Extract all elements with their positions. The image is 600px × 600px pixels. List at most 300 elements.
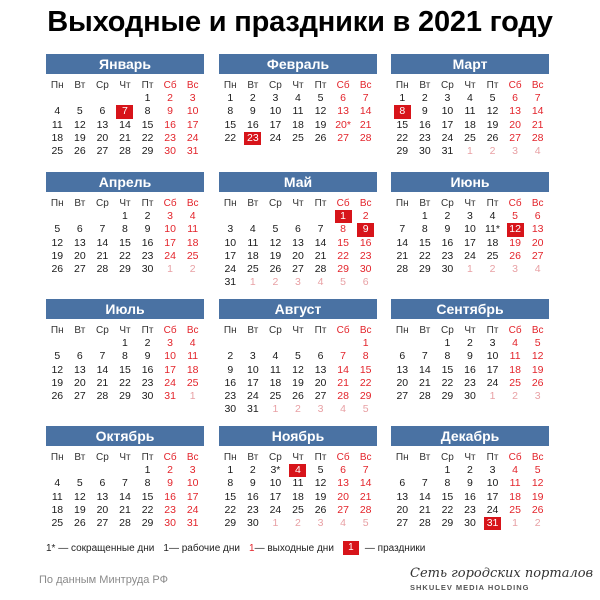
day-cell: 20 [292, 249, 304, 262]
day-cell: 15 [119, 363, 131, 376]
day-cell: 25 [51, 144, 64, 157]
day-cell: 17 [269, 490, 282, 503]
legend-shortened: 1* — сокращенные дни [46, 542, 155, 554]
day-cell: 14 [119, 118, 131, 131]
weekday-label: Ср [269, 325, 282, 336]
day-cell: 7 [534, 92, 541, 105]
day-cell: 9 [249, 105, 256, 118]
month-days [391, 451, 549, 530]
month-header: Декабрь [391, 426, 549, 446]
holiday-day: 12 [507, 223, 524, 236]
month-header: Август [219, 299, 377, 319]
day-cell: 6 [99, 477, 106, 490]
weekday-label: Вс [186, 452, 199, 463]
day-cell: 13 [314, 363, 327, 376]
empty-cell [242, 210, 265, 223]
day-cell: 15 [419, 236, 431, 249]
empty-cell [287, 337, 310, 350]
day-cell: 26 [51, 389, 64, 402]
day-cell: 12 [314, 477, 327, 490]
day-cell: 16 [441, 236, 454, 249]
weekday-label: Ср [441, 80, 454, 91]
day-cell: 8 [122, 223, 128, 236]
day-cell: 6 [399, 477, 406, 490]
day-cell: 16 [419, 118, 431, 131]
day-cell: 18 [464, 118, 476, 131]
day-cell: 17 [247, 376, 259, 389]
day-cell: 4 [189, 210, 196, 223]
day-cell: 4 [54, 105, 61, 118]
day-cell: 21 [119, 503, 131, 516]
day-cell: 11 [509, 477, 521, 490]
day-cell: 9 [249, 477, 256, 490]
day-cell: 3 [167, 337, 174, 350]
day-cell: 30 [224, 403, 237, 416]
day-cell: 1 [144, 92, 151, 105]
day-cell: 12 [531, 477, 544, 490]
day-cell: 24 [486, 503, 499, 516]
legend-off: 1 — выходные дни [249, 542, 334, 554]
day-cell: 1 [444, 337, 451, 350]
empty-cell [46, 210, 69, 223]
day-cell: 22 [359, 376, 372, 389]
weekday-label: Чт [292, 198, 304, 209]
day-cell: 25 [509, 376, 521, 389]
next-month-day: 3 [295, 276, 301, 289]
day-cell: 12 [74, 490, 86, 503]
weekday-label: Сб [336, 325, 350, 336]
day-cell: 5 [54, 350, 61, 363]
day-cell: 30 [164, 516, 176, 529]
day-cell: 31 [247, 403, 259, 416]
day-cell: 17 [269, 118, 282, 131]
day-cell: 11 [269, 363, 281, 376]
day-cell: 19 [486, 118, 499, 131]
day-cell: 27 [337, 503, 349, 516]
empty-cell [46, 337, 69, 350]
empty-cell [69, 464, 92, 477]
holiday-day: 23 [244, 132, 261, 145]
day-cell: 2 [249, 464, 256, 477]
day-cell: 16 [164, 490, 176, 503]
day-cell: 24 [441, 131, 454, 144]
weekday-label: Чт [464, 452, 476, 463]
weekday-label: Чт [464, 198, 476, 209]
day-cell: 10 [464, 223, 476, 236]
day-cell: 25 [186, 249, 199, 262]
month-header: Ноябрь [219, 426, 377, 446]
weekday-label: Пт [141, 452, 154, 463]
weekday-label: Сб [336, 198, 350, 209]
day-cell: 10 [186, 105, 199, 118]
day-cell: 12 [51, 363, 64, 376]
day-cell: 26 [74, 516, 86, 529]
holiday-day: 8 [394, 105, 411, 118]
day-cell: 1 [227, 464, 234, 477]
day-cell: 22 [224, 503, 237, 516]
day-cell: 9 [144, 223, 151, 236]
day-cell: 15 [224, 490, 237, 503]
day-cell: 30 [441, 262, 454, 275]
day-cell: 2 [467, 464, 473, 477]
empty-cell [264, 210, 287, 223]
day-cell: 1 [444, 464, 451, 477]
weekday-label: Сб [508, 80, 522, 91]
day-cell: 18 [509, 490, 521, 503]
weekday-label: Ср [96, 452, 109, 463]
day-cell: 19 [74, 131, 86, 144]
day-cell: 14 [96, 236, 109, 249]
day-cell: 21 [396, 249, 409, 262]
day-cell: 2 [167, 92, 174, 105]
month-header: Апрель [46, 172, 204, 192]
day-cell: 12 [531, 350, 544, 363]
day-cell: 13 [337, 477, 349, 490]
empty-cell [69, 337, 92, 350]
day-cell: 10 [164, 350, 176, 363]
day-cell: 22 [141, 131, 154, 144]
day-cell: 13 [396, 490, 409, 503]
month-5 [219, 172, 377, 289]
day-cell: 22 [337, 249, 349, 262]
day-cell: 27 [96, 144, 109, 157]
month-header: Сентябрь [391, 299, 549, 319]
day-cell: 8 [421, 223, 428, 236]
day-cell: 23 [419, 131, 431, 144]
day-cell: 7 [362, 92, 369, 105]
day-cell [332, 210, 355, 223]
day-cell: 18 [51, 131, 64, 144]
month-days [46, 451, 204, 530]
day-cell: 3 [272, 92, 279, 105]
day-cell: 13 [531, 223, 544, 236]
day-cell: 10 [164, 223, 176, 236]
day-cell: 6 [534, 210, 541, 223]
day-cell: 7 [399, 223, 406, 236]
day-cell: 16 [141, 363, 154, 376]
day-cell: 20 [509, 118, 521, 131]
weekday-label: Вт [247, 80, 259, 91]
weekday-label: Вс [359, 325, 372, 336]
day-cell: 24 [486, 376, 499, 389]
day-cell: 19 [292, 376, 304, 389]
holiday-day: 9 [357, 223, 374, 236]
weekday-label: Пт [141, 325, 154, 336]
holiday-day: 4 [289, 464, 306, 477]
day-cell: 8 [362, 350, 369, 363]
month-4 [46, 172, 204, 276]
month-10 [46, 426, 204, 530]
day-cell: 28 [96, 262, 109, 275]
day-cell: 27 [96, 516, 109, 529]
day-cell: 23 [247, 503, 259, 516]
day-cell: 4 [189, 337, 196, 350]
weekday-label: Чт [119, 198, 131, 209]
empty-cell [264, 337, 287, 350]
weekday-label: Пт [314, 80, 327, 91]
weekday-label: Чт [292, 452, 304, 463]
day-cell: 19 [74, 503, 86, 516]
day-cell: 14 [359, 477, 372, 490]
weekday-label: Пн [395, 325, 409, 336]
day-cell: 5 [272, 223, 279, 236]
empty-cell [91, 464, 114, 477]
day-cell: 25 [292, 503, 304, 516]
day-cell: 5 [317, 464, 324, 477]
day-cell: 14 [531, 105, 544, 118]
next-month-day: 2 [489, 262, 496, 275]
day-cell: 24 [247, 389, 259, 402]
day-cell: 29 [119, 389, 131, 402]
weekday-label: Пн [50, 452, 64, 463]
day-cell: 7 [421, 350, 428, 363]
day-cell: 18 [51, 503, 64, 516]
day-cell: 12 [292, 363, 304, 376]
day-cell: 29 [119, 262, 131, 275]
day-cell: 21 [96, 249, 109, 262]
day-cell: 4 [512, 337, 519, 350]
weekday-label: Пн [50, 198, 64, 209]
day-cell: 26 [314, 503, 327, 516]
day-cell: 8 [340, 223, 347, 236]
day-cell: 3 [189, 464, 196, 477]
weekday-label: Пт [314, 325, 327, 336]
day-cell [391, 105, 414, 118]
day-cell: 20 [396, 503, 409, 516]
day-cell: 6 [76, 350, 83, 363]
day-cell: 5 [295, 350, 301, 363]
day-cell: 9 [467, 477, 473, 490]
holiday-day: 1 [335, 210, 352, 223]
day-cell: 2 [227, 350, 234, 363]
next-month-day: 5 [362, 403, 369, 416]
weekday-label: Чт [292, 325, 304, 336]
day-cell: 26 [269, 262, 282, 275]
day-cell: 29 [441, 389, 454, 402]
day-cell: 4 [467, 92, 473, 105]
month-2 [219, 54, 377, 145]
weekday-label: Вт [74, 198, 86, 209]
day-cell: 21 [314, 249, 327, 262]
day-cell: 26 [531, 376, 544, 389]
weekday-label: Ср [441, 452, 454, 463]
day-cell: 28 [314, 262, 327, 275]
weekday-label: Сб [336, 452, 350, 463]
day-cell: 29 [337, 262, 349, 275]
empty-cell [91, 337, 114, 350]
weekday-label: Пт [314, 452, 327, 463]
day-cell: 10 [441, 105, 454, 118]
month-days [46, 197, 204, 276]
holiday-day: 7 [116, 105, 133, 118]
day-cell: 18 [247, 249, 259, 262]
day-cell: 24 [164, 376, 176, 389]
empty-cell [391, 210, 414, 223]
day-cell: 22 [396, 131, 409, 144]
weekday-label: Чт [464, 325, 476, 336]
day-cell: 22 [441, 503, 454, 516]
day-cell: 27 [74, 389, 86, 402]
day-cell: 28 [419, 516, 431, 529]
month-days [391, 79, 549, 158]
day-cell: 20 [337, 490, 349, 503]
day-cell: 3 [189, 92, 196, 105]
day-cell: 31 [441, 144, 454, 157]
day-cell: 1 [399, 92, 406, 105]
day-cell: 16 [247, 118, 259, 131]
weekday-label: Сб [336, 80, 350, 91]
day-cell: 12 [74, 118, 86, 131]
day-cell: 3 [444, 92, 451, 105]
next-month-day: 1 [512, 516, 519, 529]
month-header: Февраль [219, 54, 377, 74]
day-cell: 22 [224, 131, 237, 144]
weekday-label: Вс [531, 80, 544, 91]
day-cell: 10 [486, 350, 499, 363]
day-cell: 29 [396, 144, 409, 157]
day-cell: 20 [531, 236, 544, 249]
day-cell: 12 [486, 105, 499, 118]
month-days [219, 324, 377, 416]
day-cell: 5 [317, 92, 324, 105]
day-cell: 27 [74, 262, 86, 275]
day-cell: 1 [227, 92, 234, 105]
day-cell: 5 [76, 105, 83, 118]
day-cell: 28 [531, 131, 544, 144]
weekday-label: Вт [419, 452, 431, 463]
day-cell: 25 [269, 389, 282, 402]
weekday-label: Ср [441, 198, 454, 209]
weekday-label: Вс [359, 80, 372, 91]
day-cell: 13 [396, 363, 409, 376]
weekday-label: Вт [74, 452, 86, 463]
day-cell: 25 [486, 249, 499, 262]
holiday-day: 31 [484, 517, 501, 530]
month-header: Январь [46, 54, 204, 74]
weekday-label: Ср [96, 80, 109, 91]
weekday-label: Вт [247, 452, 259, 463]
day-cell: 19 [314, 490, 327, 503]
next-month-day: 3 [512, 144, 519, 157]
day-cell: 19 [269, 249, 282, 262]
weekday-label: Чт [119, 452, 131, 463]
weekday-label: Сб [163, 198, 177, 209]
day-cell: 20 [74, 249, 86, 262]
day-cell: 9 [167, 105, 174, 118]
day-cell: 22 [441, 376, 454, 389]
day-cell: 22 [119, 249, 131, 262]
day-cell: 5 [512, 210, 519, 223]
weekday-label: Пт [486, 198, 499, 209]
month-days [391, 197, 549, 276]
weekday-label: Пт [486, 452, 499, 463]
day-cell: 15 [359, 363, 372, 376]
day-cell: 11 [187, 350, 199, 363]
day-cell: 1 [122, 337, 128, 350]
day-cell: 7 [317, 223, 324, 236]
day-cell: 26 [314, 131, 327, 144]
day-cell: 20 [314, 376, 327, 389]
day-cell: 23 [441, 249, 454, 262]
day-cell: 27 [292, 262, 304, 275]
day-cell: 11 [247, 236, 259, 249]
day-cell: 5 [76, 477, 83, 490]
day-cell: 24 [269, 503, 282, 516]
next-month-day: 4 [534, 262, 541, 275]
day-cell: 7 [99, 223, 106, 236]
day-cell: 17 [164, 363, 176, 376]
next-month-day: 4 [340, 516, 347, 529]
day-cell: 14 [396, 236, 409, 249]
day-cell: 10 [269, 105, 282, 118]
month-days [219, 197, 377, 289]
day-cell: 21 [419, 376, 431, 389]
month-header: Июль [46, 299, 204, 319]
next-month-day: 1 [272, 403, 279, 416]
next-month-day: 6 [362, 276, 369, 289]
day-cell: 27 [396, 389, 409, 402]
day-cell: 7 [340, 350, 347, 363]
day-cell: 23 [141, 376, 154, 389]
day-cell: 14 [419, 363, 431, 376]
day-cell: 26 [74, 144, 86, 157]
weekday-label: Вт [247, 198, 259, 209]
day-cell: 18 [292, 490, 304, 503]
day-cell: 8 [444, 350, 451, 363]
weekday-label: Сб [508, 198, 522, 209]
day-cell: 14 [337, 363, 349, 376]
day-cell: 24 [464, 249, 476, 262]
weekday-label: Вт [74, 325, 86, 336]
day-cell: 6 [512, 92, 519, 105]
day-cell: 25 [292, 131, 304, 144]
day-cell: 31 [164, 389, 176, 402]
day-cell: 26 [51, 262, 64, 275]
weekday-label: Вт [74, 80, 86, 91]
day-cell: 9 [144, 350, 151, 363]
day-cell: 30 [464, 516, 476, 529]
day-cell: 28 [359, 131, 372, 144]
weekday-label: Ср [96, 325, 109, 336]
day-cell: 13 [337, 105, 349, 118]
weekday-label: Сб [163, 325, 177, 336]
day-cell: 8 [444, 477, 451, 490]
day-cell: 4 [54, 477, 61, 490]
day-cell: 28 [96, 389, 109, 402]
weekday-label: Вт [419, 198, 431, 209]
weekday-label: Вс [186, 80, 199, 91]
day-cell: 5 [534, 464, 541, 477]
day-cell: 17 [186, 490, 199, 503]
weekday-label: Сб [508, 325, 522, 336]
day-cell: 9 [444, 223, 451, 236]
day-cell: 7 [99, 350, 106, 363]
day-cell: 7 [122, 477, 128, 490]
day-cell: 24 [186, 131, 199, 144]
day-cell: 13 [96, 490, 109, 503]
day-cell: 30 [464, 389, 476, 402]
empty-cell [91, 92, 114, 105]
weekday-label: Вс [531, 325, 544, 336]
day-cell: 27 [314, 389, 327, 402]
weekday-label: Пт [314, 198, 327, 209]
weekday-label: Сб [163, 452, 177, 463]
month-header: Октябрь [46, 426, 204, 446]
day-cell: 31 [186, 144, 199, 157]
day-cell: 22 [419, 249, 431, 262]
day-cell: 24 [164, 249, 176, 262]
day-cell: 12 [269, 236, 282, 249]
